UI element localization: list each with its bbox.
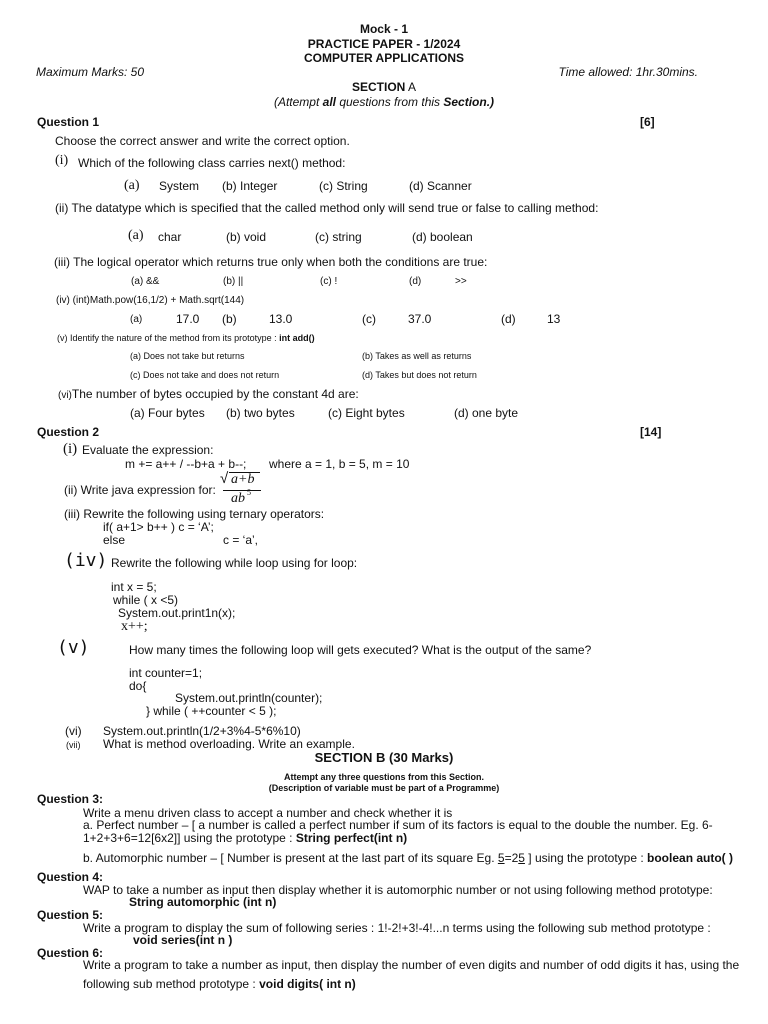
q1-iv-option-c: 37.0 (408, 312, 432, 326)
q2-ii-text: (ii) Write java expression for: (64, 483, 216, 497)
q1-v-option-c: (c) Does not take and does not return (130, 370, 280, 380)
q2-v-code-line-2: do{ (129, 679, 147, 693)
q2-ii-formula (220, 470, 264, 510)
q1-i-number: (i) (55, 153, 69, 168)
mock-title: Mock - 1 (359, 22, 408, 36)
q2-iv-number: (iv) (64, 550, 108, 571)
q2-iv-code-line-4: x++; (121, 619, 148, 634)
q2-vii-text: What is method overloading. Write an example. (103, 737, 355, 751)
q2-vii-number: (vii) (66, 740, 81, 750)
q1-vi-text: (vi)The number of bytes occupied by the constant 4d are: (58, 387, 359, 401)
q1-vi-option-b: (b) two bytes (226, 406, 295, 420)
q2-iv-code-line-3: System.out.print1n(x); (118, 606, 236, 620)
question-6-title: Question 6: (37, 946, 104, 960)
q1-iv-option-d: 13 (547, 312, 561, 326)
q1-iv-option-b: 13.0 (269, 312, 293, 326)
q1-ii-option-a-key: (a) (128, 228, 144, 243)
q3-line-4: b. Automorphic number – [ Number is present at the last part of its square Eg. 5=25 ] using the prototype : boolean auto( ) (83, 851, 734, 865)
q1-i-option-a: System (159, 179, 200, 193)
q3-line-1: Write a menu driven class to accept a number and check whether it is (83, 806, 453, 820)
formula-denominator: ab (231, 491, 245, 506)
q2-iv-code-line-1: int x = 5; (111, 580, 157, 594)
question-2-marks: [14] (640, 425, 662, 439)
q1-ii-text: (ii) The datatype which is specified that the called method only will send true or false to calling method: (55, 201, 599, 215)
q2-iv-text: Rewrite the following while loop using for loop: (111, 556, 358, 570)
q1-iv-option-d-key: (d) (501, 312, 516, 326)
q1-iii-text: (iii) The logical operator which returns true only when both the conditions are true: (54, 255, 488, 269)
question-3-title: Question 3: (37, 792, 104, 806)
q1-v-option-d: (d) Takes but does not return (362, 370, 477, 380)
q2-iii-code-line-1: if( a+1> b++ ) c = ‘A’; (103, 520, 214, 534)
q1-iv-option-c-key: (c) (362, 312, 376, 326)
q2-v-code-line-4: } while ( ++counter < 5 ); (146, 704, 277, 718)
time-allowed: Time allowed: 1hr.30mins. (558, 65, 698, 79)
q1-iv-option-a-key: (a) (130, 314, 143, 325)
q3-line-3: 1+2+3+6=12[6x2]] using the prototype : String perfect(int n) (83, 831, 408, 845)
q1-v-option-a: (a) Does not take but returns (130, 351, 245, 361)
q1-vi-option-a: (a) Four bytes (130, 406, 205, 420)
q2-i-text: Evaluate the expression: (82, 443, 214, 457)
question-1-intro: Choose the correct answer and write the correct option. (55, 134, 350, 148)
question-5-title: Question 5: (37, 908, 104, 922)
q3-line-2: a. Perfect number – [ a number is called a perfect number if sum of its factors is equal to the double the number. Eg. 6- (83, 818, 713, 832)
q1-vi-option-d: (d) one byte (454, 406, 519, 420)
q1-i-option-a-key: (a) (124, 178, 140, 193)
q6-line-2: following sub method prototype : void digits( int n) (83, 977, 356, 991)
paper-title: PRACTICE PAPER - 1/2024 (307, 37, 461, 51)
q1-ii-option-c: (c) string (315, 230, 362, 244)
q1-ii-option-a: char (158, 230, 182, 244)
q2-iv-code-line-2: while ( x <5) (113, 593, 179, 607)
section-a-instruction: (Attempt all questions from this Section.) (273, 95, 495, 109)
question-1-title: Question 1 (37, 115, 100, 129)
q2-iii-code-line-3: c = ‘a’, (223, 533, 259, 547)
question-1-marks: [6] (640, 115, 655, 129)
q2-v-code-line-1: int counter=1; (129, 666, 203, 680)
formula-numerator: a+b (231, 472, 255, 487)
q1-i-option-d: (d) Scanner (409, 179, 472, 193)
q5-line-1: Write a program to display the sum of following series : 1!-2!+3!-4!...n terms using the following sub method prototype : (83, 921, 711, 935)
q2-vi-number: (vi) (65, 724, 82, 738)
q2-v-text: How many times the following loop will gets executed? What is the output of the same? (129, 643, 592, 657)
section-b-description: (Description of variable must be part of a Programme) (268, 783, 500, 793)
q2-v-code-line-3: System.out.println(counter); (175, 691, 323, 705)
sqrt-symbol: √ (220, 470, 229, 487)
q2-i-where: where a = 1, b = 5, m = 10 (269, 457, 410, 471)
q5-prototype: void series(int n ) (133, 933, 233, 947)
q2-i-number: (i) (63, 441, 78, 457)
q1-iii-option-d-value: >> (455, 276, 467, 287)
q1-iv-option-a: 17.0 (176, 312, 200, 326)
q6-line-1: Write a program to take a number as input, then display the number of even digits and number of odd digits it has, using the (83, 958, 740, 972)
q2-iii-code-line-2: else (103, 533, 126, 547)
q2-i-expression: m += a++ / --b+a + b--; (125, 457, 247, 471)
subject-title: COMPUTER APPLICATIONS (303, 51, 464, 65)
q4-prototype: String automorphic (int n) (129, 895, 277, 909)
q1-iii-option-b: (b) || (223, 276, 244, 287)
q2-v-number: (v) (57, 637, 90, 658)
q1-ii-option-b: (b) void (226, 230, 267, 244)
q1-i-option-b: (b) Integer (222, 179, 278, 193)
max-marks: Maximum Marks: 50 (36, 65, 145, 79)
section-a-title: SECTION A (351, 80, 417, 94)
q1-i-option-c: (c) String (319, 179, 368, 193)
q1-ii-option-d: (d) boolean (412, 230, 473, 244)
q1-i-text: Which of the following class carries next() method: (78, 156, 346, 170)
q1-v-option-b: (b) Takes as well as returns (362, 351, 472, 361)
section-b-title: SECTION B (30 Marks) (314, 750, 454, 765)
q1-vi-option-c: (c) Eight bytes (328, 406, 405, 420)
q1-iii-option-d: (d) (409, 276, 422, 287)
question-2-title: Question 2 (37, 425, 100, 439)
q1-iii-option-a: (a) && (131, 276, 160, 287)
q1-iii-option-c: (c) ! (320, 276, 338, 287)
formula-exponent: 5 (247, 488, 251, 497)
q2-vi-text: System.out.println(1/2+3%4-5*6%10) (103, 724, 301, 738)
section-b-instruction: Attempt any three questions from this Section. (283, 772, 485, 782)
question-4-title: Question 4: (37, 870, 104, 884)
q1-iv-text: (iv) (int)Math.pow(16,1/2) + Math.sqrt(144) (56, 295, 245, 306)
q1-v-text: (v) Identify the nature of the method from its prototype : int add() (57, 333, 315, 343)
q1-iv-option-b-key: (b) (222, 312, 237, 326)
q2-iii-text: (iii) Rewrite the following using ternary operators: (64, 507, 325, 521)
q4-line-1: WAP to take a number as input then display whether it is automorphic number or not using following method prototype: (83, 883, 713, 897)
